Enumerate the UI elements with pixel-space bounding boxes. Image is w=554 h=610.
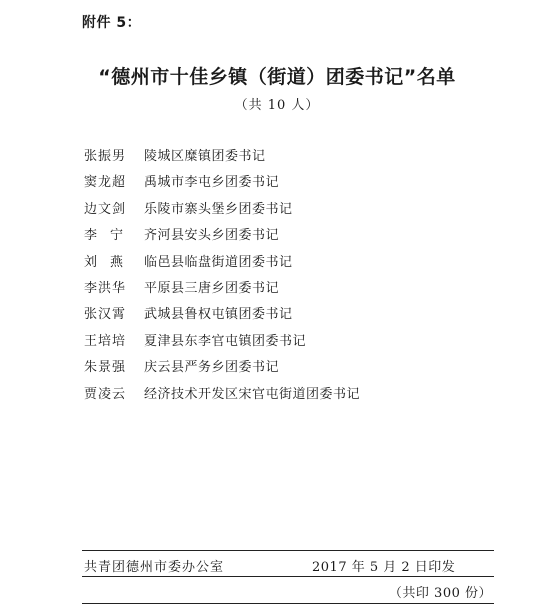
- person-post: 庆云县严务乡团委书记: [144, 360, 280, 376]
- document-title: “德州市十佳乡镇（街道）团委书记”名单: [98, 66, 456, 88]
- list-item: [84, 226, 360, 252]
- person-post: 齐河县安头乡团委书记: [144, 228, 280, 244]
- person-name: 李洪华: [84, 280, 127, 296]
- list-item: [84, 253, 360, 279]
- person-post: 禹城市李屯乡团委书记: [144, 175, 280, 191]
- person-post: 临邑县临盘街道团委书记: [144, 254, 293, 270]
- person-name: 边文剑: [84, 201, 127, 217]
- person-name: 刘 燕: [84, 254, 124, 270]
- list-item: [84, 200, 360, 226]
- person-post: 陵城区糜镇团委书记: [144, 149, 266, 164]
- list-item: [84, 332, 360, 358]
- list-item: [84, 358, 360, 384]
- person-post: 平原县三唐乡团委书记: [144, 280, 280, 296]
- person-name: 窦龙超: [84, 175, 127, 191]
- footer-divider-top: [82, 550, 494, 551]
- person-name: 张汉霄: [84, 307, 127, 323]
- person-post: 武城县鲁权屯镇团委书记: [144, 307, 293, 323]
- person-name: 李 宁: [84, 228, 124, 244]
- name-list: [84, 147, 360, 411]
- footer-divider-middle: [82, 576, 494, 577]
- person-name: 朱景强: [84, 360, 127, 376]
- person-post: 夏津县东李官屯镇团委书记: [144, 333, 307, 349]
- person-name: 贾凌云: [84, 386, 127, 402]
- person-post: 乐陵市寨头堡乡团委书记: [144, 201, 293, 217]
- person-name: 张振男: [84, 149, 127, 164]
- person-name: 王培培: [84, 333, 127, 349]
- attachment-label: 附件 5：: [82, 15, 142, 31]
- list-item: [84, 279, 360, 305]
- print-copies: （共印 300 份）: [388, 586, 492, 601]
- list-item: [84, 147, 360, 173]
- list-item: [84, 173, 360, 199]
- person-post: 经济技术开发区宋官屯街道团委书记: [144, 386, 361, 402]
- list-item: [84, 305, 360, 331]
- issue-date: 2017 年 5 月 2 日印发: [312, 560, 456, 575]
- footer-divider-bottom: [82, 603, 494, 604]
- issuer-name: 共青团德州市委办公室: [84, 560, 225, 575]
- list-item: [84, 385, 360, 411]
- document-subtitle: （共 10 人）: [234, 98, 320, 113]
